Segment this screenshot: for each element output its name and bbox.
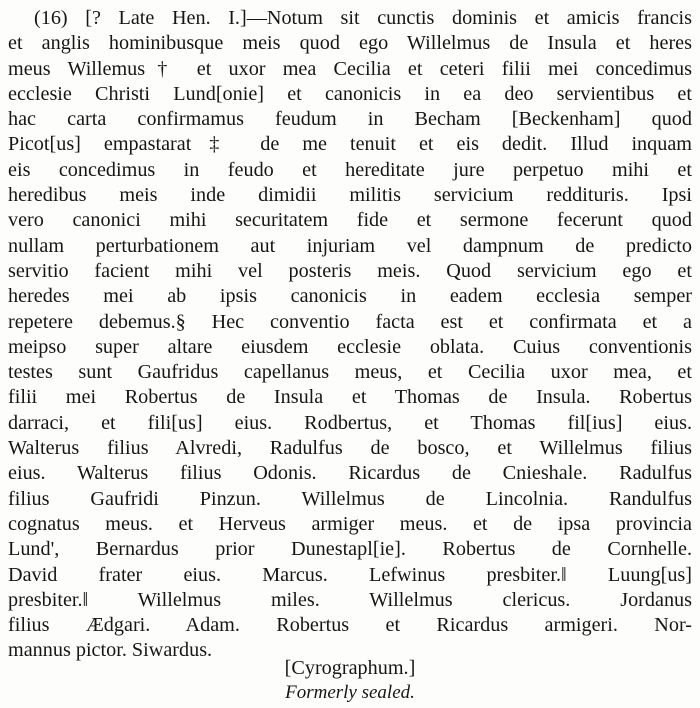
text-line: cognatus meus. et Herveus armiger meus. et de ipsa provincia [8,512,692,535]
text-line: nullam perturbationem aut injuriam vel dampnum de predicto [8,234,692,257]
text-line: hac carta confirmamus feudum in Becham [Beckenham] quod [8,108,692,131]
cyrograph-reference: [Cyrographum.] [284,657,416,679]
text-line: filius Gaufridi Pinzun. Willelmus de Lincolnia. Randulfus [8,487,692,510]
text-line: darraci, et fili[us] eius. Rodbertus, et Thomas fil[ius] eius. [8,411,692,434]
text-line: (16) [? Late Hen. I.]—Notum sit cunctis dominis et amicis francis [34,7,692,29]
seal-note: Formerly sealed. [285,682,415,703]
text-line: vero canonici mihi securitatem fide et sermone fecerunt quod [8,209,692,232]
text-line: heredibus meis inde dimidii militis servicium reddituris. Ipsi [8,184,692,207]
text-line: servitio facient mihi vel posteris meis. Quod servicium ego et [8,259,692,282]
text-line: David frater eius. Marcus. Lefwinus presbiter.‖ Luung[us] [8,563,692,586]
text-line: Lund', Bernardus prior Dunestapl[ie]. Robertus de Cornhelle. [8,538,692,561]
text-line: eius. Walterus filius Odonis. Ricardus de Cnieshale. Radulfus [8,462,692,485]
text-line: Walterus filius Alvredi, Radulfus de bosco, et Willelmus filius [8,437,692,460]
text-line: repetere debemus.§ Hec conventio facta est et confirmata et a [8,310,692,333]
text-line: meipso super altare eiusdem ecclesie oblata. Cuius conventionis [8,335,692,358]
text-line: ecclesie Christi Lund[onie] et canonicis in ea deo servientibus et [8,82,692,105]
text-line: presbiter.‖ Willelmus miles. Willelmus clericus. Jordanus [8,588,692,611]
text-line: filii mei Robertus de Insula et Thomas de Insula. Robertus [8,386,692,409]
text-line: mannus pictor. Siwardus. [8,639,213,662]
text-line: testes sunt Gaufridus capellanus meus, et Cecilia uxor mea, et [8,361,692,384]
text-line: et anglis hominibusque meis quod ego Willelmus de Insula et heres [8,32,692,55]
text-line: eis concedimus in feudo et hereditate jure perpetuo mihi et [8,158,692,181]
text-line: Picot[us] empastarat‡ de me tenuit et eis dedit. Illud inquam [8,133,692,156]
text-line: filius Ædgari. Adam. Robertus et Ricardus armigeri. Nor- [8,614,692,637]
charter-text [8,6,692,664]
text-line: heredes mei ab ipsis canonicis in eadem ecclesia semper [8,285,692,308]
text-line: meus Willemus† et uxor mea Cecilia et ceteri filii mei concedimus [8,57,692,80]
